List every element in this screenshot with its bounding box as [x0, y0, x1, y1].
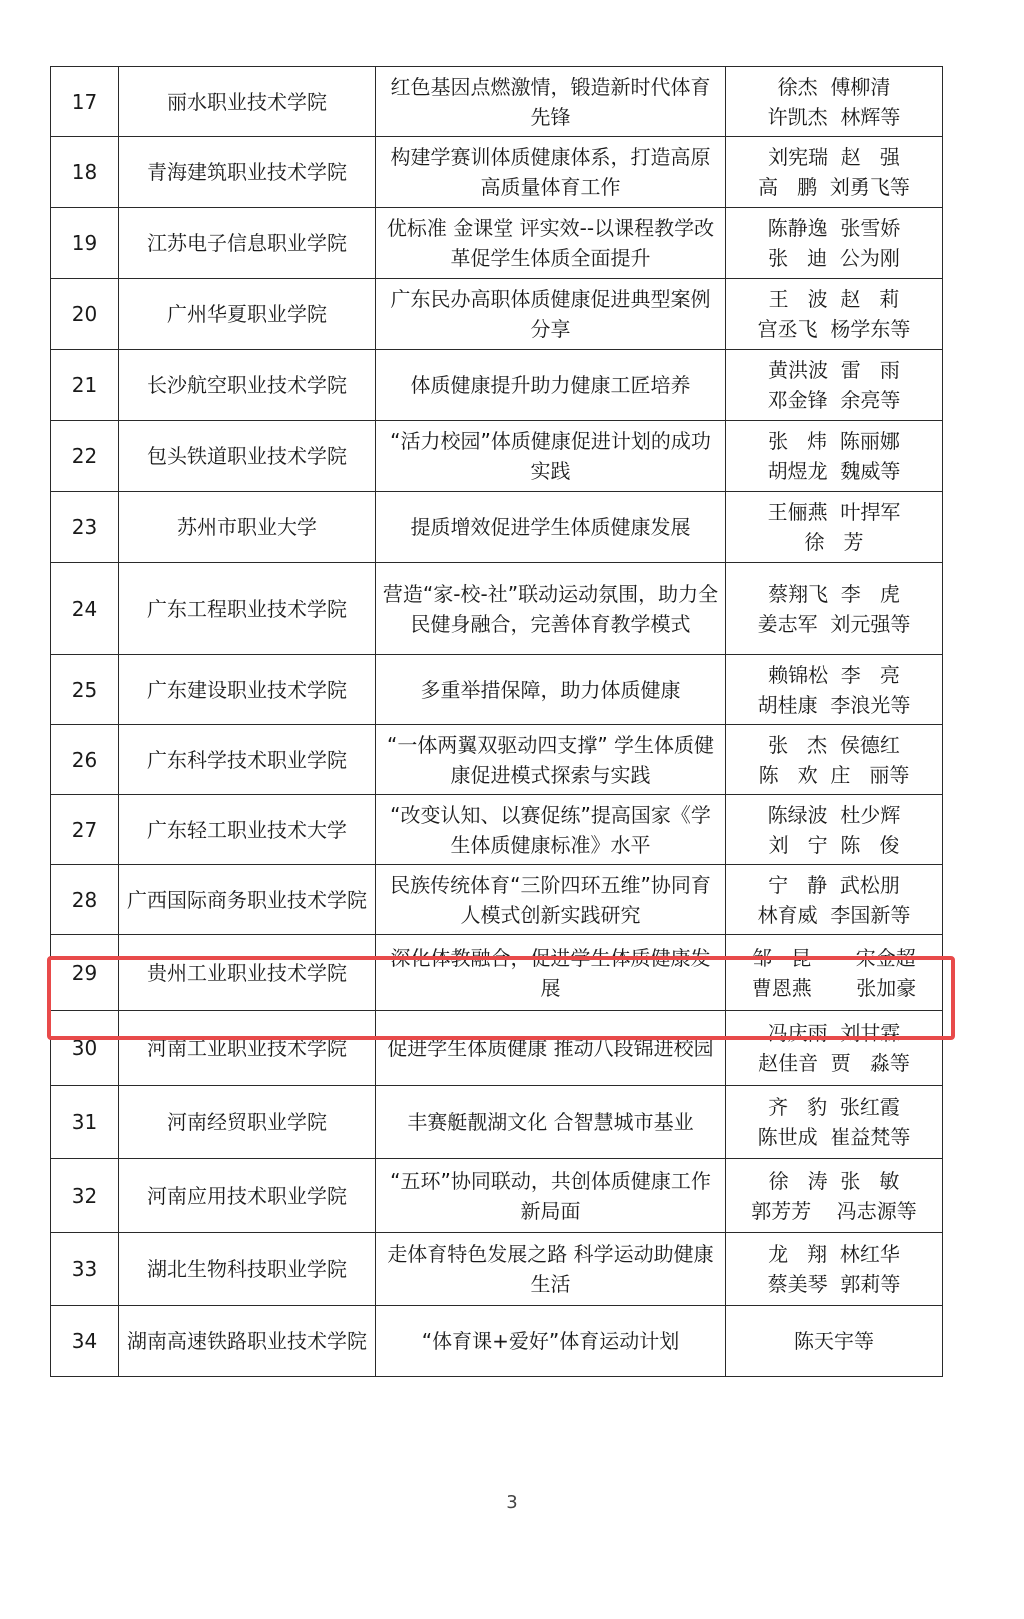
team-members-list — [732, 142, 936, 202]
team-members-list — [732, 72, 936, 132]
document-page — [50, 66, 942, 1377]
team-members — [726, 1011, 943, 1086]
school-name: 包头铁道职业技术学院 — [119, 421, 376, 492]
row-number: 18 — [51, 137, 119, 208]
row-number: 33 — [51, 1233, 119, 1306]
team-members — [726, 137, 943, 208]
team-members-list — [732, 284, 936, 344]
table-row — [51, 725, 943, 795]
row-number: 31 — [51, 1086, 119, 1159]
case-title: 优标准 金课堂 评实效--以课程教学改革促学生体质全面提升 — [376, 208, 726, 279]
member-name-line: 陈静逸 张雪娇 — [767, 216, 901, 240]
team-members — [726, 795, 943, 865]
team-members — [726, 1086, 943, 1159]
table-row — [51, 1233, 943, 1306]
team-members-list — [732, 870, 936, 930]
member-name-line: 赵佳音 贾 淼等 — [758, 1051, 910, 1075]
member-name-line: 刘 宁 陈 俊 — [768, 832, 900, 857]
team-members — [726, 208, 943, 279]
case-title: 丰赛艇靓湖文化 合智慧城市基业 — [376, 1086, 726, 1159]
case-title: 促进学生体质健康 推动八段锦进校园 — [376, 1011, 726, 1086]
member-name-line: 宁 静 武松朋 — [768, 872, 900, 897]
team-members-list — [732, 213, 936, 273]
row-number: 17 — [51, 67, 119, 137]
row-number: 20 — [51, 279, 119, 350]
row-number: 24 — [51, 563, 119, 655]
table-row — [51, 67, 943, 137]
case-title: “体育课+爱好”体育运动计划 — [376, 1306, 726, 1377]
school-name: 苏州市职业大学 — [119, 492, 376, 563]
case-title: “一体两翼双驱动四支撑” 学生体质健康促进模式探索与实践 — [376, 725, 726, 795]
team-members-list — [732, 660, 936, 720]
team-members-list — [732, 1239, 936, 1299]
school-name: 广东建设职业技术学院 — [119, 655, 376, 725]
row-number: 29 — [51, 935, 119, 1011]
member-name-line: 郭芳芳 冯志源等 — [751, 1198, 917, 1223]
member-name-line: 陈绿波 杜少辉 — [767, 802, 901, 827]
member-name-line: 张 杰 侯德红 — [768, 732, 900, 757]
table-row — [51, 935, 943, 1011]
case-title: “五环”协同联动，共创体质健康工作新局面 — [376, 1159, 726, 1233]
member-name-line: 王俪燕 叶捍军 — [767, 500, 901, 524]
member-name-line: 邹 昆 宋金超 — [752, 945, 916, 970]
row-number: 30 — [51, 1011, 119, 1086]
case-title: 构建学赛训体质健康体系，打造高原高质量体育工作 — [376, 137, 726, 208]
member-name-line: 刘宪瑞 赵 强 — [768, 145, 900, 169]
table-row — [51, 563, 943, 655]
member-name-line: 许凯杰 林辉等 — [767, 104, 901, 129]
member-name-line: 龙 翔 林红华 — [768, 1242, 900, 1266]
member-name-line: 赖锦松 李 亮 — [768, 662, 900, 687]
team-members — [726, 655, 943, 725]
row-number: 32 — [51, 1159, 119, 1233]
table-row — [51, 865, 943, 935]
member-name-line: 高 鹏 刘勇飞等 — [758, 175, 910, 199]
member-name-line: 齐 豹 张红霞 — [768, 1095, 900, 1119]
case-title: 体质健康提升助力健康工匠培养 — [376, 350, 726, 421]
team-members — [726, 1233, 943, 1306]
table-row — [51, 208, 943, 279]
table-row — [51, 1306, 943, 1377]
school-name: 广东工程职业技术学院 — [119, 563, 376, 655]
team-members-list — [732, 497, 936, 557]
row-number: 19 — [51, 208, 119, 279]
case-list-table — [50, 66, 943, 1377]
table-row — [51, 137, 943, 208]
team-members — [726, 279, 943, 350]
school-name: 青海建筑职业技术学院 — [119, 137, 376, 208]
member-name-line: 陈天宇等 — [794, 1329, 874, 1353]
case-title: 提质增效促进学生体质健康发展 — [376, 492, 726, 563]
case-title: 多重举措保障，助力体质健康 — [376, 655, 726, 725]
member-name-line: 陈世成 崔益梵等 — [757, 1125, 911, 1149]
row-number: 34 — [51, 1306, 119, 1377]
team-members-list — [732, 1092, 936, 1152]
row-number: 26 — [51, 725, 119, 795]
school-name: 江苏电子信息职业学院 — [119, 208, 376, 279]
team-members — [726, 421, 943, 492]
team-members — [726, 865, 943, 935]
member-name-line: 黄洪波 雷 雨 — [768, 358, 900, 382]
team-members — [726, 492, 943, 563]
row-number: 22 — [51, 421, 119, 492]
school-name: 长沙航空职业技术学院 — [119, 350, 376, 421]
case-title: 广东民办高职体质健康促进典型案例分享 — [376, 279, 726, 350]
case-title: 走体育特色发展之路 科学运动助健康生活 — [376, 1233, 726, 1306]
row-number: 28 — [51, 865, 119, 935]
table-body — [51, 67, 943, 1377]
team-members-list — [732, 355, 936, 415]
member-name-line: 冯庆雨 刘甘霖 — [767, 1021, 901, 1045]
member-name-line: 胡桂康 李浪光等 — [757, 692, 911, 717]
case-title: 营造“家-校-社”联动运动氛围，助力全 民健身融合，完善体育教学模式 — [376, 563, 726, 655]
school-name: 广东轻工职业技术大学 — [119, 795, 376, 865]
school-name: 河南工业职业技术学院 — [119, 1011, 376, 1086]
team-members — [726, 67, 943, 137]
table-row — [51, 1159, 943, 1233]
team-members — [726, 1306, 943, 1377]
team-members-list — [732, 943, 936, 1003]
row-number: 21 — [51, 350, 119, 421]
team-members — [726, 563, 943, 655]
case-title: 红色基因点燃激情，锻造新时代体育先锋 — [376, 67, 726, 137]
page-number: 3 — [506, 1492, 518, 1513]
member-name-line: 徐 芳 — [804, 530, 864, 554]
team-members-list — [732, 1166, 936, 1226]
case-title: “改变认知、以赛促练”提高国家《学生体质健康标准》水平 — [376, 795, 726, 865]
member-name-line: 蔡翔飞 李 虎 — [768, 581, 900, 606]
case-title: “活力校园”体质健康促进计划的成功实践 — [376, 421, 726, 492]
team-members-list — [732, 1018, 936, 1078]
member-name-line: 陈 欢 庄 丽等 — [758, 762, 910, 787]
team-members — [726, 935, 943, 1011]
school-name: 广州华夏职业学院 — [119, 279, 376, 350]
member-name-line: 蔡美琴 郭莉等 — [767, 1272, 901, 1296]
school-name: 广西国际商务职业技术学院 — [119, 865, 376, 935]
team-members — [726, 1159, 943, 1233]
team-members — [726, 725, 943, 795]
member-name-line: 林育威 李国新等 — [757, 902, 911, 927]
case-title: 民族传统体育“三阶四环五维”协同育人模式创新实践研究 — [376, 865, 726, 935]
table-row — [51, 279, 943, 350]
member-name-line: 曹恩燕 张加豪 — [751, 975, 917, 1000]
school-name: 广东科学技术职业学院 — [119, 725, 376, 795]
member-name-line: 胡煜龙 魏威等 — [767, 459, 901, 483]
table-row — [51, 350, 943, 421]
table-row — [51, 492, 943, 563]
member-name-line: 张 迪 公为刚 — [768, 246, 900, 270]
school-name: 丽水职业技术学院 — [119, 67, 376, 137]
member-name-line: 王 波 赵 莉 — [768, 287, 900, 311]
row-number: 27 — [51, 795, 119, 865]
team-members-list — [732, 579, 936, 639]
team-members-list — [732, 800, 936, 860]
school-name: 湖南高速铁路职业技术学院 — [119, 1306, 376, 1377]
team-members-list — [732, 426, 936, 486]
member-name-line: 徐 涛 张 敏 — [768, 1168, 900, 1193]
case-title: 深化体教融合，促进学生体质健康发展 — [376, 935, 726, 1011]
table-row — [51, 655, 943, 725]
table-row — [51, 421, 943, 492]
table-row — [51, 1086, 943, 1159]
team-members — [726, 350, 943, 421]
row-number: 23 — [51, 492, 119, 563]
member-name-line: 张 炜 陈丽娜 — [768, 429, 900, 453]
row-number: 25 — [51, 655, 119, 725]
member-name-line: 宫丞飞 杨学东等 — [757, 317, 911, 341]
member-name-line: 徐杰 傅柳清 — [777, 74, 891, 99]
table-row — [51, 795, 943, 865]
school-name: 河南经贸职业学院 — [119, 1086, 376, 1159]
school-name: 贵州工业职业技术学院 — [119, 935, 376, 1011]
member-name-line: 姜志军 刘元强等 — [757, 611, 911, 636]
member-name-line: 邓金锋 余亮等 — [767, 388, 901, 412]
school-name: 河南应用技术职业学院 — [119, 1159, 376, 1233]
school-name: 湖北生物科技职业学院 — [119, 1233, 376, 1306]
team-members-list — [732, 1326, 936, 1356]
table-row — [51, 1011, 943, 1086]
team-members-list — [732, 730, 936, 790]
